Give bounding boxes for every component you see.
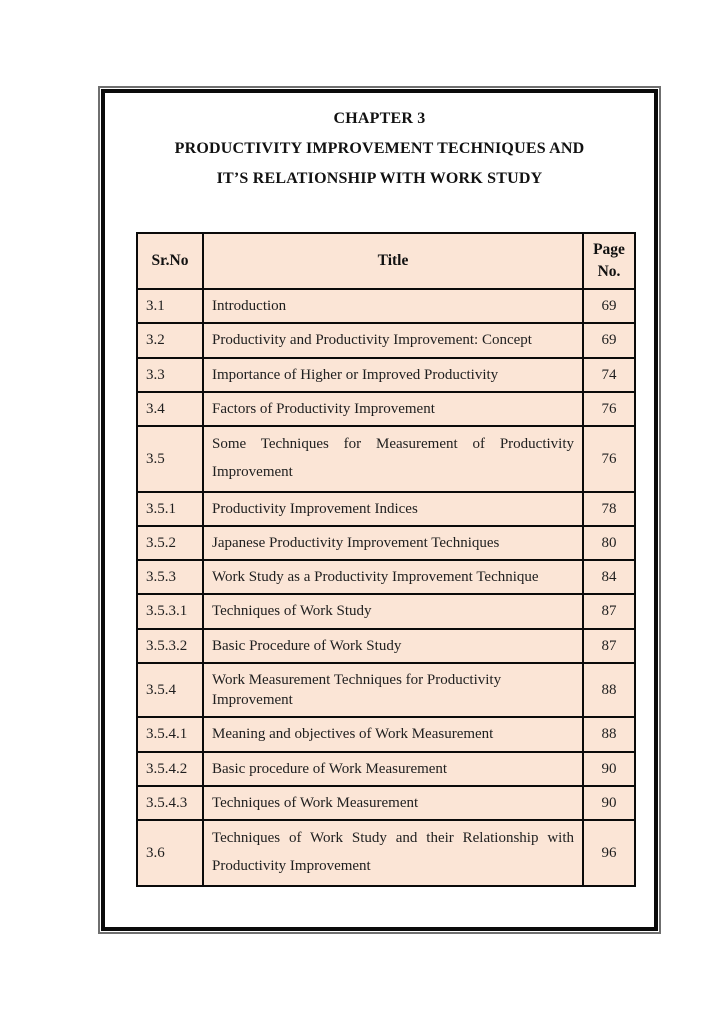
table-row	[137, 392, 635, 426]
table-row	[137, 289, 635, 323]
row-page-no: 88	[583, 663, 635, 718]
row-sr-no: 3.1	[137, 289, 203, 323]
table-row	[137, 820, 635, 886]
row-title: Techniques of Work Measurement	[203, 786, 583, 820]
row-title: Basic procedure of Work Measurement	[203, 752, 583, 786]
table-row	[137, 426, 635, 492]
row-page-no: 90	[583, 786, 635, 820]
row-page-no: 90	[583, 752, 635, 786]
chapter-heading-block	[105, 104, 654, 194]
row-page-no: 80	[583, 526, 635, 560]
row-sr-no: 3.5.3.2	[137, 629, 203, 663]
row-title: Work Study as a Productivity Improvement Technique	[203, 560, 583, 594]
row-page-no: 87	[583, 629, 635, 663]
table-row	[137, 752, 635, 786]
header-page-line2: No.	[597, 263, 621, 280]
table-row	[137, 629, 635, 663]
row-sr-no: 3.5.3	[137, 560, 203, 594]
chapter-title-line-2: IT’S RELATIONSHIP WITH WORK STUDY	[216, 170, 543, 187]
row-page-no: 87	[583, 594, 635, 628]
row-sr-no: 3.5.4	[137, 663, 203, 718]
row-sr-no: 3.4	[137, 392, 203, 426]
table-row	[137, 358, 635, 392]
contents-table	[136, 232, 636, 887]
row-title: Work Measurement Techniques for Productivity Improvement	[203, 663, 583, 718]
row-title: Productivity Improvement Indices	[203, 492, 583, 526]
row-sr-no: 3.6	[137, 820, 203, 886]
header-page-line1: Page	[593, 241, 625, 258]
row-title: Techniques of Work Study and their Relationship with Productivity Improvement	[203, 820, 583, 886]
row-title: Basic Procedure of Work Study	[203, 629, 583, 663]
row-title: Japanese Productivity Improvement Techniques	[203, 526, 583, 560]
row-title: Meaning and objectives of Work Measurement	[203, 717, 583, 751]
row-title: Productivity and Productivity Improvement: Concept	[203, 323, 583, 357]
row-sr-no: 3.2	[137, 323, 203, 357]
table-row	[137, 492, 635, 526]
row-title: Introduction	[203, 289, 583, 323]
header-title: Title	[203, 233, 583, 289]
table-row	[137, 717, 635, 751]
row-title: Importance of Higher or Improved Productivity	[203, 358, 583, 392]
row-page-no: 78	[583, 492, 635, 526]
row-sr-no: 3.5	[137, 426, 203, 492]
row-sr-no: 3.5.4.2	[137, 752, 203, 786]
row-sr-no: 3.5.3.1	[137, 594, 203, 628]
row-page-no: 88	[583, 717, 635, 751]
chapter-title-line-1: PRODUCTIVITY IMPROVEMENT TECHNIQUES AND	[174, 140, 585, 157]
row-page-no: 69	[583, 323, 635, 357]
table-header-row	[137, 233, 635, 289]
table-row	[137, 594, 635, 628]
row-page-no: 96	[583, 820, 635, 886]
row-page-no: 84	[583, 560, 635, 594]
table-row	[137, 323, 635, 357]
table-row	[137, 560, 635, 594]
row-sr-no: 3.5.4.3	[137, 786, 203, 820]
row-sr-no: 3.5.2	[137, 526, 203, 560]
row-title: Some Techniques for Measurement of Productivity Improvement	[203, 426, 583, 492]
header-sr-no: Sr.No	[137, 233, 203, 289]
page-border-frame	[101, 89, 658, 931]
row-page-no: 74	[583, 358, 635, 392]
table-row	[137, 526, 635, 560]
table-row	[137, 786, 635, 820]
row-page-no: 76	[583, 426, 635, 492]
table-row	[137, 663, 635, 718]
row-page-no: 69	[583, 289, 635, 323]
header-page-no	[583, 233, 635, 289]
row-sr-no: 3.3	[137, 358, 203, 392]
row-sr-no: 3.5.1	[137, 492, 203, 526]
row-title: Factors of Productivity Improvement	[203, 392, 583, 426]
row-page-no: 76	[583, 392, 635, 426]
row-title: Techniques of Work Study	[203, 594, 583, 628]
row-sr-no: 3.5.4.1	[137, 717, 203, 751]
chapter-number: CHAPTER 3	[333, 110, 426, 127]
